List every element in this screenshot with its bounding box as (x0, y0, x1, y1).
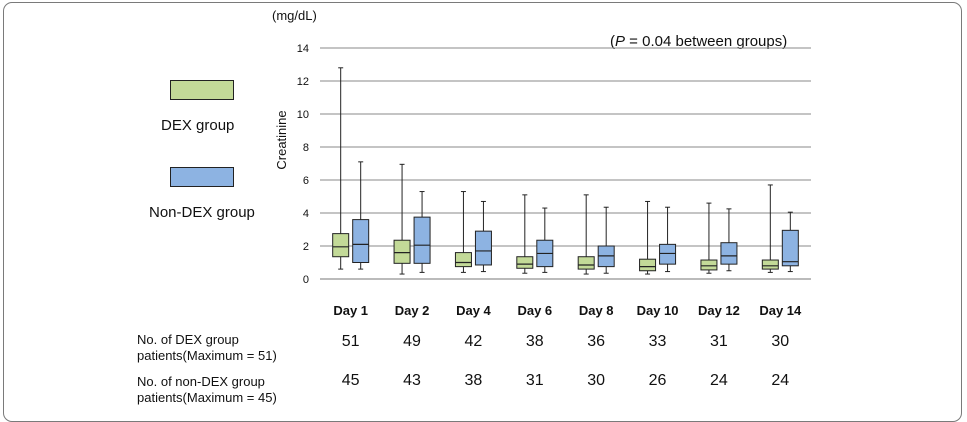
y-unit-label: (mg/dL) (272, 8, 317, 23)
box-dex (762, 260, 778, 269)
nondex-count-cell: 24 (710, 372, 728, 389)
nondex-count-cell: 24 (771, 372, 790, 389)
x-category-label: Day 1 (333, 303, 369, 318)
dex-count-cell: 51 (341, 333, 360, 350)
box-nondex (660, 244, 676, 264)
box-nondex (782, 230, 798, 265)
nondex-count-cell: 30 (587, 372, 606, 389)
box-dex (578, 257, 594, 269)
x-category-label: Day 10 (636, 303, 679, 318)
dex-count-cell: 38 (525, 333, 544, 350)
dex-count-cell: 33 (648, 333, 667, 350)
box-dex (517, 257, 533, 269)
nondex-count-cell: 31 (525, 372, 544, 389)
legend-label-nondex: Non-DEX group (149, 204, 255, 221)
y-tick-label: 4 (302, 208, 309, 220)
nondex-count-cell: 38 (464, 372, 483, 389)
y-tick-label: 10 (296, 109, 309, 121)
dex-count-cell: 31 (710, 333, 728, 350)
x-category-label: Day 14 (759, 303, 802, 318)
x-category-label: Day 12 (697, 303, 740, 318)
dex-count-cell: 36 (587, 333, 606, 350)
x-category-label: Day 2 (394, 303, 430, 318)
x-category-label: Day 8 (578, 303, 614, 318)
x-category-label: Day 6 (517, 303, 553, 318)
box-nondex (353, 220, 369, 263)
nondex-count-cell: 45 (341, 372, 360, 389)
dex-count-cell: 30 (771, 333, 790, 350)
y-axis-label: Creatinine (274, 110, 289, 170)
x-category-label: Day 4 (456, 303, 491, 318)
box-dex (394, 240, 410, 263)
y-tick-label: 8 (302, 142, 309, 154)
nondex-count-cell: 26 (648, 372, 667, 389)
box-nondex (414, 217, 430, 263)
dex-count-cell: 42 (464, 333, 483, 350)
box-dex (640, 259, 656, 271)
row-label-nondex-count: No. of non-DEX group patients(Maximum = 45) (137, 374, 277, 405)
y-tick-label: 0 (302, 274, 309, 286)
box-dex (333, 234, 349, 257)
dex-count-cell: 49 (403, 333, 421, 350)
legend-label-dex: DEX group (161, 117, 235, 134)
nondex-count-cell: 43 (403, 372, 421, 389)
row-label-dex-count: No. of DEX group patients(Maximum = 51) (137, 332, 277, 363)
y-tick-label: 6 (302, 175, 309, 187)
box-nondex (475, 231, 491, 265)
y-tick-label: 2 (302, 241, 309, 253)
y-tick-label: 12 (296, 76, 309, 88)
y-tick-label: 14 (296, 43, 309, 55)
box-nondex (721, 243, 737, 264)
box-dex (701, 260, 717, 270)
p-value-note: (P = 0.04 between groups) (610, 33, 788, 50)
box-dex (455, 253, 471, 267)
